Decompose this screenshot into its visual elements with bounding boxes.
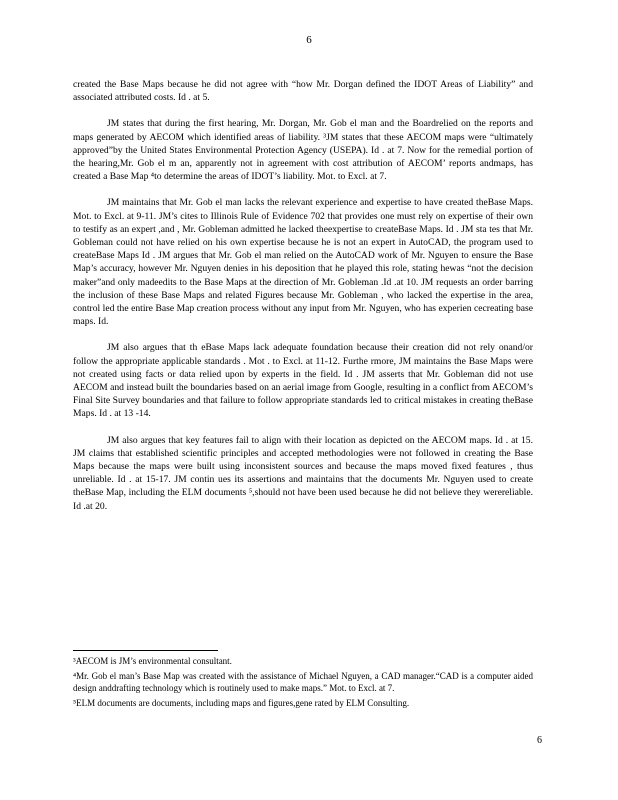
footnote: ⁴Mr. Gob el man’s Base Map was created with the assistance of Michael Nguyen, a CAD manager.“CAD is a computer aided design anddrafting technology which is routinely used to make maps.” Mot. to Excl. at 7. xyxy=(73,670,533,693)
footnote: ³AECOM is JM’s environmental consultant. xyxy=(73,656,232,666)
footnote-divider xyxy=(73,650,218,651)
paragraph: JM also argues that key features fail to align with their location as depicted on the AECOM maps. Id . at 15. JM claims that established scientific principles and accepted methodologies were not followed in creating the Base Maps because the maps were built using inconsistent sources and because the maps moved fixed features , thus unreliable. Id . at 15-17. JM contin ues its assertions and maintains that the documents Mr. Nguyen used to create theBase Map, including the ELM documents ⁵,should not have been used because he did not believe they werereliable. Id .at 20. xyxy=(73,434,533,512)
footnote: ⁵ELM documents are documents, including maps and figures,gene rated by ELM Consulting. xyxy=(73,697,410,708)
paragraph: JM states that during the first hearing, Mr. Dorgan, Mr. Gob el man and the Boardrelied on the reports and maps generated by AECOM which identified areas of liability. ³JM states that these AECOM maps were “ultimately approved”by the United States Environmental Protection Agency (USEPA). Id . at 7. Now for the remedial portion of the hearing,Mr. Gob el m an, apparently not in agreement with cost attribution of AECOM’ reports andmaps, has created a Base Map ⁴to determine the areas of IDOT’s liability. Mot. to Excl. at 7. xyxy=(73,118,533,183)
paragraph: JM maintains that Mr. Gob el man lacks the relevant experience and expertise to have created theBase Maps. Mot. to Excl. at 9-11. JM’s cites to Illinois Rule of Evidence 702 that provides one must rely on expertise of their own to testify as an expert ,and , Mr. Gobleman admitted he lacked theexpertise to createBase Maps. Id . JM sta tes that Mr. Gobleman could not have relied on his own expertise because he is not an expert in AutoCAD, the program used to createBase Maps Id . JM argues that Mr. Gob el man relied on the AutoCAD work of Mr. Nguyen to ensure the Base Map’s accuracy, however Mr. Nguyen denies in his deposition that he played this role, stating hewas “not the decision maker”and only madeedits to the Base Maps at the direction of Mr. Gobleman .Id .at 10. JM requests an order barring the inclusion of these Base Maps and related Figures because Mr. Gobleman , who lacked the expertise in the area, control led the entire Base Map creation process without any input from Mr. Nguyen, who has experien cecreating base maps. Id. xyxy=(73,197,533,328)
body-text xyxy=(73,78,533,526)
footer-page-number: 6 xyxy=(537,735,542,746)
header-page-number: 6 xyxy=(306,34,312,46)
paragraph: JM also argues that th eBase Maps lack adequate foundation because their creation did not rely onand/or follow the appropriate applicable standards . Mot . to Excl. at 11-12. Furthe rmore, JM maintains the Base Maps were not created using facts or data relied upon by experts in the field. Id . JM asserts that Mr. Gobleman did not use AECOM and instead built the boundaries based on an aerial image from Google, resulting in a conflict from AECOM’s Final Site Survey boundaries and that failure to follow appropriate standards led to critical mistakes in creating theBase Maps. Id . at 13 -14. xyxy=(73,342,533,420)
paragraph-continuation: created the Base Maps because he did not agree with “how Mr. Dorgan defined the IDOT Areas of Liability” and associated attributed costs. Id . at 5. xyxy=(73,79,533,104)
footnotes xyxy=(73,655,533,711)
